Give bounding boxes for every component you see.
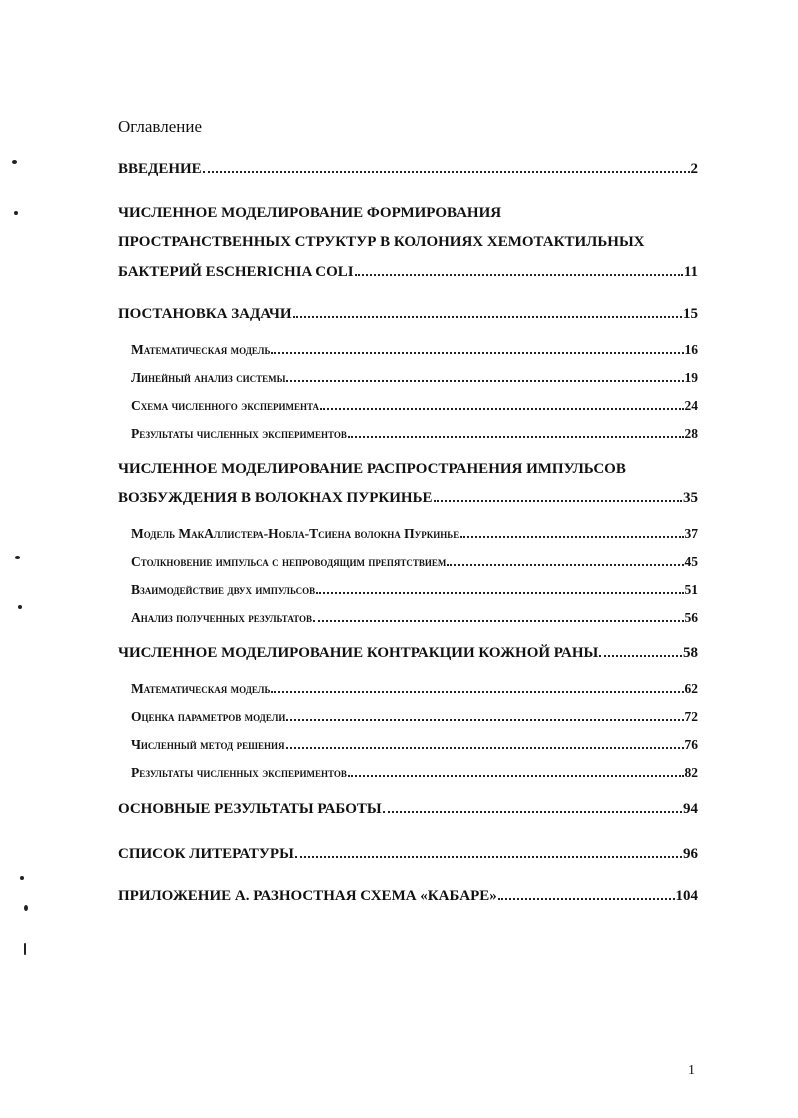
leader-dots xyxy=(286,718,683,721)
toc-entry-title: Модель МакАллистера-Нобла-Тсиена волокна Пуркинье xyxy=(131,526,460,541)
toc-entry-title: Математическая модель xyxy=(131,342,271,357)
toc-entry-page: 16 xyxy=(684,342,698,357)
toc-entry-title: ПРИЛОЖЕНИЕ А. РАЗНОСТНАЯ СХЕМА «КАБАРЕ» xyxy=(118,888,497,904)
toc-entry-chapter2[interactable] xyxy=(118,490,698,507)
leader-dots xyxy=(286,746,684,749)
toc-entry-literature[interactable] xyxy=(118,846,698,863)
toc-subentry[interactable] xyxy=(131,610,698,626)
leader-dots xyxy=(320,407,683,410)
toc-entry-page: 35 xyxy=(683,490,698,506)
toc-subentry[interactable] xyxy=(131,737,698,753)
leader-dots xyxy=(460,535,683,538)
leader-dots xyxy=(271,351,683,354)
toc-subentry[interactable] xyxy=(131,398,698,414)
scan-speck xyxy=(20,876,24,880)
scan-speck xyxy=(14,211,18,215)
toc-entry-problem[interactable] xyxy=(118,306,698,323)
page-title: Оглавление xyxy=(118,117,202,136)
scan-speck xyxy=(24,905,28,911)
leader-dots xyxy=(447,563,683,566)
toc-subentry[interactable] xyxy=(131,370,698,386)
toc-entry-intro[interactable] xyxy=(118,161,698,178)
toc-entry-page: 72 xyxy=(684,709,698,724)
toc-entry-page: 51 xyxy=(684,582,698,597)
leader-dots xyxy=(316,591,683,594)
toc-entry-page: 11 xyxy=(683,264,698,280)
toc-subentry[interactable] xyxy=(131,526,698,542)
toc-entry-title: СПИСОК ЛИТЕРАТУРЫ xyxy=(118,846,294,862)
leader-dots xyxy=(286,379,683,382)
scan-speck xyxy=(18,605,22,609)
toc-entry-title: Оценка параметров модели xyxy=(131,709,286,724)
toc-entry-page: 37 xyxy=(684,526,698,541)
toc-entry-title: ВОЗБУЖДЕНИЯ В ВОЛОКНАХ ПУРКИНЬЕ xyxy=(118,490,433,506)
leader-dots xyxy=(348,435,684,438)
toc-entry-page: 62 xyxy=(684,681,698,696)
toc-entry-title: ПОСТАНОВКА ЗАДАЧИ xyxy=(118,306,292,322)
leader-dots xyxy=(293,315,682,318)
toc-entry-title: БАКТЕРИЙ ESCHERICHIA COLI xyxy=(118,264,354,280)
toc-entry-page: 2 xyxy=(690,161,698,177)
toc-entry-appendix[interactable] xyxy=(118,888,698,905)
toc-subentry[interactable] xyxy=(131,709,698,725)
toc-entry-title: Численный метод решения xyxy=(131,737,285,752)
toc-entry-title: ВВЕДЕНИЕ xyxy=(118,161,202,177)
toc-chapter1-line1[interactable]: ЧИСЛЕННОЕ МОДЕЛИРОВАНИЕ ФОРМИРОВАНИЯ xyxy=(118,205,502,221)
toc-entry-page: 58 xyxy=(683,645,698,661)
toc-entry-page: 15 xyxy=(683,306,698,322)
scan-speck xyxy=(12,160,17,164)
toc-chapter1-line2[interactable]: ПРОСТРАНСТВЕННЫХ СТРУКТУР В КОЛОНИЯХ ХЕМОТАКТИЛЬНЫХ xyxy=(118,234,645,250)
toc-entry-chapter1[interactable] xyxy=(118,264,698,281)
toc-subentry[interactable] xyxy=(131,554,698,570)
toc-entry-title: ЧИСЛЕННОЕ МОДЕЛИРОВАНИЕ КОНТРАКЦИИ КОЖНОЙ РАНЫ xyxy=(118,645,599,661)
leader-dots xyxy=(271,690,683,693)
page-number: 1 xyxy=(688,1063,695,1078)
toc-entry-page: 94 xyxy=(683,801,698,817)
toc-entry-title: Результаты численных экспериментов xyxy=(131,426,347,441)
toc-entry-page: 19 xyxy=(684,370,698,385)
toc-entry-page: 104 xyxy=(675,888,698,904)
toc-entry-page: 45 xyxy=(684,554,698,569)
leader-dots xyxy=(203,170,690,173)
toc-entry-page: 56 xyxy=(684,610,698,625)
toc-entry-title: Столкновение импульса с непроводящим препятствием xyxy=(131,554,447,569)
toc-entry-title: Математическая модель xyxy=(131,681,271,696)
toc-entry-title: Взаимодействие двух импульсов xyxy=(131,582,316,597)
leader-dots xyxy=(355,273,683,276)
toc-entry-title: Схема численного эксперимента xyxy=(131,398,320,413)
toc-subentry[interactable] xyxy=(131,765,698,781)
leader-dots xyxy=(383,810,682,813)
toc-subentry[interactable] xyxy=(131,681,698,697)
leader-dots xyxy=(599,654,682,657)
scan-speck xyxy=(24,943,26,955)
toc-entry-page: 96 xyxy=(683,846,698,862)
toc-chapter2-line1[interactable]: ЧИСЛЕННОЕ МОДЕЛИРОВАНИЕ РАСПРОСТРАНЕНИЯ ИМПУЛЬСОВ xyxy=(118,461,626,477)
toc-entry-page: 28 xyxy=(684,426,698,441)
toc-entry-page: 76 xyxy=(684,737,698,752)
leader-dots xyxy=(313,619,684,622)
toc-subentry[interactable] xyxy=(131,426,698,442)
leader-dots xyxy=(348,774,684,777)
toc-entry-title: Анализ полученных результатов xyxy=(131,610,312,625)
leader-dots xyxy=(434,499,682,502)
toc-entry-results[interactable] xyxy=(118,801,698,818)
toc-entry-title: ОСНОВНЫЕ РЕЗУЛЬТАТЫ РАБОТЫ xyxy=(118,801,382,817)
toc-subentry[interactable] xyxy=(131,342,698,358)
toc-entry-title: Результаты численных экспериментов xyxy=(131,765,347,780)
toc-entry-chapter3[interactable] xyxy=(118,645,698,662)
leader-dots xyxy=(498,897,675,900)
scan-speck xyxy=(15,556,20,559)
toc-entry-page: 24 xyxy=(684,398,698,413)
toc-entry-page: 82 xyxy=(684,765,698,780)
toc-subentry[interactable] xyxy=(131,582,698,598)
leader-dots xyxy=(295,855,682,858)
toc-entry-title: Линейный анализ системы xyxy=(131,370,286,385)
